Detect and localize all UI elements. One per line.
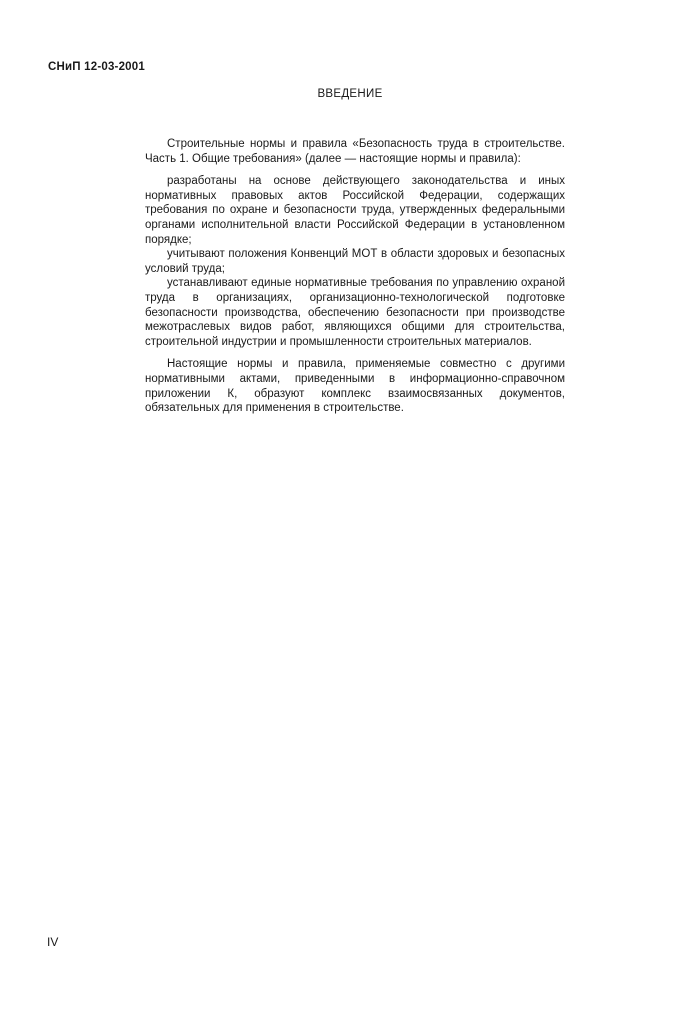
paragraph-ilo: учитывают положения Конвенций МОТ в области здоровых и безопасных условий труда; [145,248,565,275]
document-code-header: СНиП 12-03-2001 [48,61,145,73]
paragraph-intro: Строительные нормы и правила «Безопасность труда в строительстве. Часть 1. Общие требования» (далее — настоящие нормы и правила): [145,138,565,165]
section-title: ВВЕДЕНИЕ [317,88,383,100]
paragraph-developed: разработаны на основе действующего законодательства и иных нормативных правовых актов Российской Федерации, содержащих требования по охране и безопасности труда, утвержденных федеральными органами исполнительной власти Российской Федерации в установленном порядке; [145,175,565,246]
page-number: IV [47,935,59,949]
paragraph-requirements: устанавливают единые нормативные требования по управлению охраной труда в организациях, организационно-технологической подготовке безопасности производства, обеспечению безопасности при производстве межотраслевых видов работ, являющихся общими для строительства, строительной индустрии и промышленности строительных материалов. [145,277,565,348]
body-text [145,137,565,416]
paragraph-complex: Настоящие нормы и правила, применяемые совместно с другими нормативными актами, приведенными в информационно-справочном приложении К, образуют комплекс взаимосвязанных документов, обязательных для применения в строительстве. [145,358,565,415]
